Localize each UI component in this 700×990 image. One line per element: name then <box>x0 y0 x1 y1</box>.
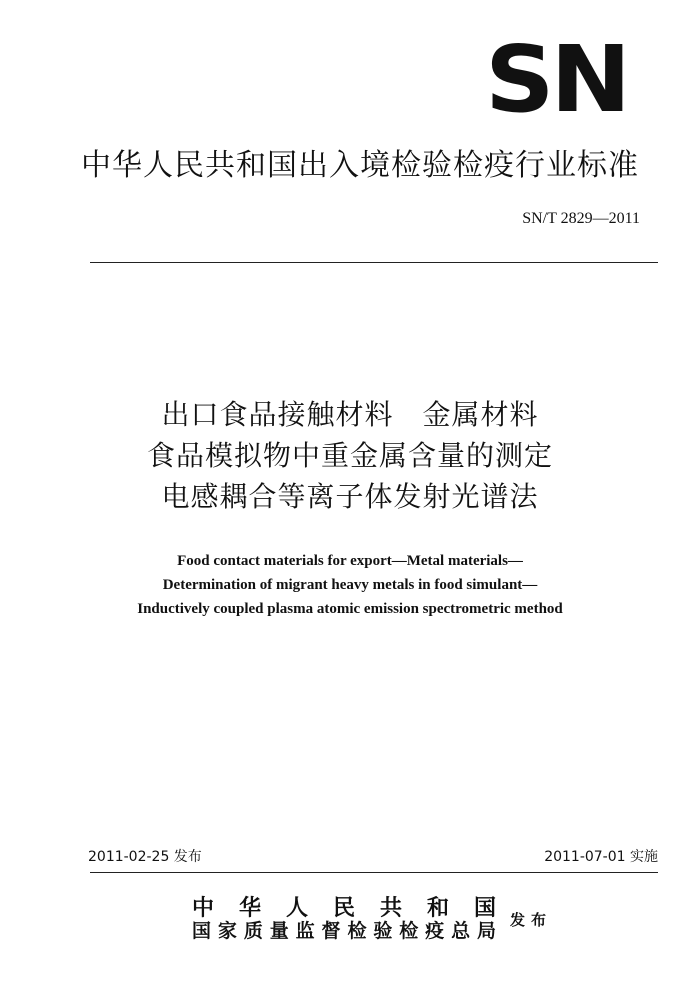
chinese-title-line-2: 食品模拟物中重金属含量的测定 <box>146 439 553 472</box>
english-title-line-1: Food contact materials for export—Metal materials— <box>177 553 523 569</box>
standard-category-title: 中华人民共和国出入境检验检疫行业标准 <box>81 148 639 183</box>
chinese-title <box>50 394 650 517</box>
issuer-action: 发布 <box>510 911 553 929</box>
standard-number: SN/T 2829—2011 <box>522 210 640 227</box>
chinese-title-line-3: 电感耦合等离子体发射光谱法 <box>161 480 539 513</box>
header-divider <box>90 262 658 263</box>
english-title-line-3: Inductively coupled plasma atomic emission spectrometric method <box>137 601 563 617</box>
footer-divider <box>90 872 658 873</box>
implementation-date: 2011-07-01 实施 <box>544 849 658 865</box>
chinese-title-line-1: 出口食品接触材料 金属材料 <box>161 398 539 431</box>
english-title <box>50 549 650 621</box>
english-title-line-2: Determination of migrant heavy metals in food simulant— <box>162 577 538 593</box>
issuer-country: 中 华 人 民 共 和 国 <box>192 895 496 921</box>
issue-date: 2011-02-25 发布 <box>88 849 202 865</box>
issuer-agency: 国家质量监督检验检疫总局 <box>192 920 496 942</box>
sn-logo: SN <box>485 26 628 133</box>
